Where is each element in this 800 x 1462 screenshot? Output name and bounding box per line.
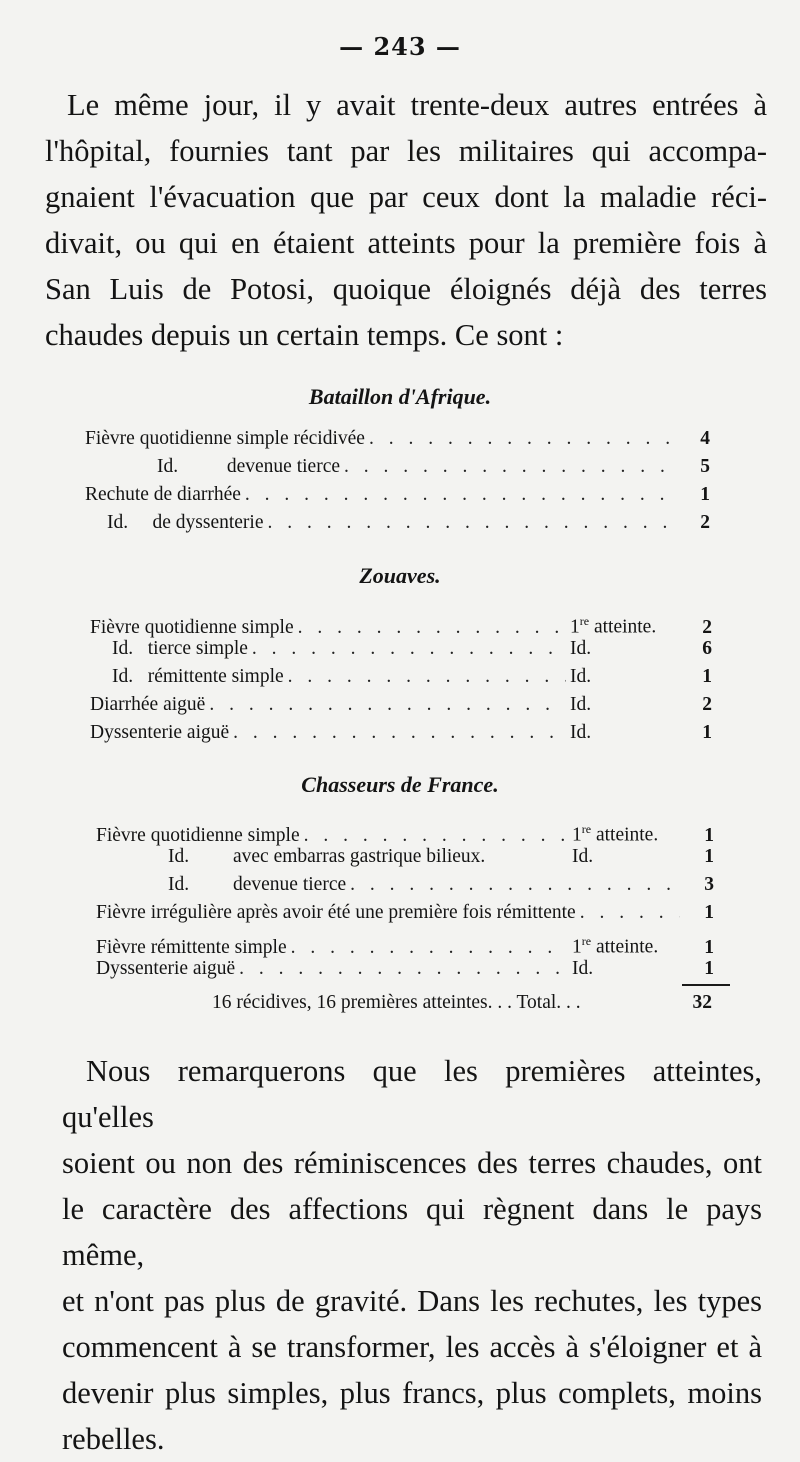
- total-count: 32: [692, 992, 712, 1013]
- conclusion-line: commencent à se transformer, les accès à s'éloigner et à: [62, 1330, 762, 1364]
- table-row: [85, 509, 710, 537]
- total-rule: [682, 984, 730, 986]
- table-row: [85, 453, 710, 481]
- conclusion-line: et n'ont pas plus de gravité. Dans les rechutes, les types: [62, 1284, 762, 1318]
- row-attack: Id.: [572, 846, 594, 867]
- row-count: 3: [704, 874, 714, 895]
- intro-line: l'hôpital, fournies tant par les militaires qui accompa-: [45, 134, 767, 168]
- table-row: [85, 481, 710, 509]
- leader-dots: [288, 663, 566, 691]
- leader-dots: [245, 481, 676, 509]
- row-count: 1: [700, 484, 710, 505]
- table-row: [90, 607, 712, 638]
- total-label: 16 récidives, 16 premières atteintes. . . Total. . .: [212, 992, 581, 1013]
- row-count: 1: [704, 902, 714, 923]
- row-attack: 1re atteinte.: [572, 822, 659, 846]
- table-row: [96, 843, 714, 871]
- row-label: Id. de dyssenterie: [107, 512, 264, 533]
- row-label: Id. rémittente simple: [112, 666, 284, 687]
- intro-line: divait, ou qui en étaient atteints pour la première fois à: [45, 226, 767, 260]
- row-label: Id. avec embarras gastrique bilieux.: [168, 846, 486, 867]
- leader-dots: [369, 425, 676, 453]
- row-label: Dyssenterie aiguë: [96, 958, 236, 979]
- intro-line: chaudes depuis un certain temps. Ce sont :: [45, 318, 564, 352]
- conclusion-line: soient ou non des réminiscences des terres chaudes, ont: [62, 1146, 762, 1180]
- row-label: Fièvre quotidienne simple: [96, 824, 300, 846]
- leader-dots: [344, 453, 676, 481]
- row-attack: Id.: [572, 958, 594, 979]
- row-label: Id. devenue tierce: [168, 874, 347, 895]
- table-row: [96, 955, 714, 983]
- leader-dots: [252, 635, 566, 663]
- row-count: 2: [702, 616, 712, 638]
- row-count: 2: [702, 694, 712, 715]
- row-label: Fièvre irrégulière après avoir été une première fois rémittente: [96, 902, 576, 923]
- table-row: [90, 719, 712, 747]
- row-label: Fièvre quotidienne simple récidivée: [85, 428, 365, 449]
- table-row: [96, 871, 714, 899]
- intro-line: San Luis de Potosi, quoique éloignés déjà des terres: [45, 272, 767, 306]
- section-title-zouaves: Zouaves.: [359, 563, 441, 588]
- row-label: Fièvre rémittente simple: [96, 936, 287, 958]
- row-count: 1: [704, 824, 714, 846]
- section-title-bataillon: Bataillon d'Afrique.: [308, 384, 492, 409]
- row-count: 6: [702, 638, 712, 659]
- row-count: 1: [702, 666, 712, 687]
- table-row: [85, 425, 710, 453]
- row-attack: Id.: [570, 694, 592, 715]
- row-label: Fièvre quotidienne simple: [90, 616, 294, 638]
- row-label: Dyssenterie aiguë: [90, 722, 230, 743]
- row-label: Rechute de diarrhée: [85, 484, 241, 505]
- conclusion-line: devenir plus simples, plus francs, plus complets, moins: [62, 1376, 762, 1410]
- intro-paragraph: [45, 82, 767, 358]
- row-attack: Id.: [570, 638, 592, 659]
- row-attack: Id.: [570, 666, 592, 687]
- table-row: [90, 635, 712, 663]
- conclusion-line: le caractère des affections qui règnent dans le pays même,: [62, 1192, 762, 1272]
- table-row: [96, 815, 714, 846]
- leader-dots: [350, 871, 680, 899]
- row-count: 1: [704, 846, 714, 867]
- table-row: [90, 663, 712, 691]
- row-count: 2: [700, 512, 710, 533]
- row-label: Id. tierce simple: [112, 638, 248, 659]
- section-title-chasseurs: Chasseurs de France.: [301, 772, 499, 797]
- intro-line: gnaient l'évacuation que par ceux dont la maladie réci-: [45, 180, 767, 214]
- conclusion-line: rebelles.: [62, 1422, 165, 1456]
- row-label: Id. devenue tierce: [157, 456, 341, 477]
- leader-dots: [233, 719, 566, 747]
- row-count: 1: [704, 936, 714, 958]
- table-row: [96, 899, 714, 927]
- row-attack: 1re atteinte.: [572, 934, 659, 958]
- row-count: 1: [702, 722, 712, 743]
- conclusion-line: Nous remarquerons que les premières atteintes, qu'elles: [62, 1054, 762, 1134]
- leader-dots: [268, 509, 677, 537]
- leader-dots: [209, 691, 566, 719]
- total-row: [212, 989, 712, 1017]
- row-count: 1: [704, 958, 714, 979]
- intro-line: Le même jour, il y avait trente-deux autres entrées à: [67, 88, 767, 122]
- row-label: Diarrhée aiguë: [90, 694, 206, 715]
- conclusion-paragraph: [62, 1048, 762, 1462]
- row-attack: 1re atteinte.: [570, 614, 657, 638]
- table-row: [90, 691, 712, 719]
- row-count: 4: [700, 428, 710, 449]
- leader-dots: [239, 955, 568, 983]
- page-number: — 243 —: [339, 32, 461, 61]
- leader-dots: [580, 899, 680, 927]
- table-row: [96, 927, 714, 958]
- row-count: 5: [700, 456, 710, 477]
- row-attack: Id.: [570, 722, 592, 743]
